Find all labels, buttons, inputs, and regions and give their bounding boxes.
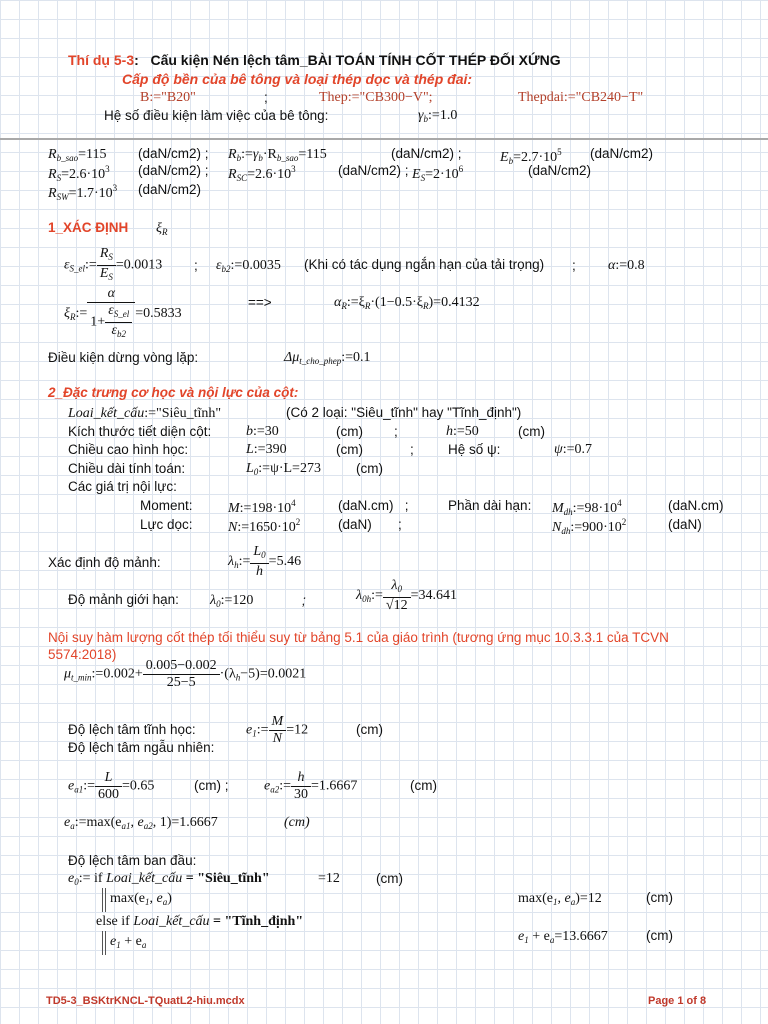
ndh-unit: (daN) [668,517,702,532]
l-unit: (cm) [336,442,363,457]
mdh-expression[interactable]: $M_{dh}:=98\cdot 10^4$ [552,498,622,517]
l0-unit: (cm) [356,461,383,476]
m-unit: (daN.cm) ; [338,498,409,513]
branch-bar-1b [105,888,106,912]
rb-expression[interactable]: $R_b:=\gamma_b\cdot R_{b\_sao}=115$ [228,147,327,163]
rsw-unit: (daN/cm2) [138,182,202,197]
branch-bar-2a [102,931,103,955]
right-sum-expression[interactable]: $e_1 + e_a=13.6667$ [518,929,608,945]
m-expression[interactable]: $M:=198\cdot 10^4$ [228,498,296,516]
eb-unit: (daN/cm2) [590,146,654,161]
branch-bar-2b [105,931,106,955]
structure-type-note: (Có 2 loại: "Siêu_tĩnh" hay "Tĩnh_định") [286,405,522,420]
rsw-expression[interactable]: $R_{SW}=1.7\cdot 10^3$ [48,183,118,202]
steel-grade[interactable]: Thep:="CB300−V"; [319,90,433,105]
section-size-label: Kích thước tiết diện cột: [68,424,212,439]
es-expression[interactable]: $E_S=2\cdot 10^6$ [412,164,464,183]
stop-condition-label: Điều kiện dừng vòng lặp: [48,350,199,365]
rb-sao-unit: (daN/cm2) ; [138,146,209,161]
psi-label: Hệ số ψ: [448,442,501,457]
e0-result: =12 [318,871,340,886]
rsc-expression[interactable]: $R_{SC}=2.6\cdot 10^3$ [228,164,296,183]
example-colon: : [134,52,139,68]
ea1-expression[interactable]: $e_{a1}:=$ $\frac{L}{600}$ =0.65 [68,770,155,802]
lambda-h-expression[interactable]: $\lambda_h:=$ $\frac{L_0}{h}$ =5.46 [228,544,302,579]
xi-r-expression[interactable]: $\xi_R:=$ α 1+ $\frac{\varepsilon_{S\_el}}{\varepsilon_{b2}}$ =0.5833 [64,286,182,342]
long-term-part-label: Phần dài hạn: [448,498,532,513]
gamma-value: :=1.0 [428,108,458,123]
xi-r-symbol: $\xi_R$ [156,221,168,237]
separator-eps: ; [194,258,198,273]
eps-b2-expression[interactable]: $\varepsilon_{b2}:=0.0035$ [216,258,281,274]
example-title: Cấu kiện Nén lệch tâm_BÀI TOÁN TÍNH CỐT THÉP ĐỐI XỨNG [150,52,561,68]
xi-r-fraction: α 1+ $\frac{\varepsilon_{S\_el}}{\varepsilon_{b2}}$ [87,286,135,342]
footer-page-number: Page 1 of 8 [648,995,707,1007]
implies-arrow: ==> [248,295,272,310]
header-separator [0,138,768,140]
alpha-expression[interactable]: α:=0.8 [608,258,645,273]
eps-sel-expression[interactable]: $\varepsilon_{S\_el}:=$ $\frac{R_S}{E_S}$ =0.0013 [64,246,162,285]
separator-alpha: ; [572,258,576,273]
initial-eccentricity-label: Độ lệch tâm ban đầu: [68,853,197,868]
eb-expression[interactable]: $E_b=2.7\cdot 10^5$ [500,147,562,166]
psi-expression[interactable]: ψ:=0.7 [554,442,592,457]
stirrup-grade[interactable]: Thepdai:="CB240−T" [518,90,644,105]
slenderness-label: Xác định độ mảnh: [48,555,161,570]
n-unit: (daN) ; [338,517,402,532]
right-sum-unit: (cm) [646,928,673,943]
alpha-r-expression[interactable]: $\alpha_R:=\xi_R\cdot(1-0.5\cdot\xi_R)=0.4132$ [334,295,480,311]
rb-unit: (daN/cm2) ; [391,146,462,161]
gamma-expression[interactable]: $\gamma_b:=1.0$ [418,108,458,124]
section-2-title: 2_Đặc trưng cơ học và nội lực của cột: [48,385,299,400]
e1-expression[interactable]: $e_1:=$ $\frac{M}{N}$ =12 [246,714,309,746]
h-unit: (cm) [518,424,545,439]
l0-expression[interactable]: $L_0:=\psi\cdot L=273$ [246,461,321,477]
mu-min-expression[interactable]: $\mu_{t\_min}:=0.002+$ $\frac{0.005-0.002}{25-5}$ $\cdot(\lambda_h-5)=0.0021$ [64,658,307,690]
rb-sao-expression[interactable]: $R_{b\_sao}=115$ [48,147,107,163]
gamma-label: Hệ số điều kiện làm việc của bê tông: [104,108,329,123]
random-eccentricity-label: Độ lệch tâm ngẫu nhiên: [68,740,215,755]
example-title-line [68,52,561,68]
separator-psi: ; [410,442,414,457]
branch-bar-1a [102,888,103,912]
axial-force-label: Lực dọc: [140,517,193,532]
rsc-unit: (daN/cm2) ; [338,163,409,178]
b-expression[interactable]: b:=30 [246,424,279,439]
l-expression[interactable]: L:=390 [246,442,287,457]
moment-label: Moment: [140,498,193,513]
limit-slenderness-label: Độ mảnh giới hạn: [68,592,179,607]
ea-unit: (cm) [284,815,310,830]
h-expression[interactable]: h:=50 [446,424,479,439]
concrete-grade[interactable]: B:="B20" [140,90,196,105]
branch-sum-expression: $e_1 + e_a$ [110,934,147,950]
rs-over-es-fraction: $\frac{R_S}{E_S}$ [97,246,116,285]
right-max-expression[interactable]: $\max(e_1$, $e_a)=12$ [518,891,602,907]
separator-bh: ; [394,424,398,439]
ea2-unit: (cm) [410,778,437,793]
right-max-unit: (cm) [646,890,673,905]
separator-lambda: ; [302,593,306,608]
lambda0-expression[interactable]: $\lambda_0:=120$ [210,593,254,609]
b-unit: (cm) [336,424,363,439]
structure-type-expression[interactable]: Loai_kết_cấu:="Siêu_tĩnh" [68,406,222,421]
static-eccentricity-label: Độ lệch tâm tĩnh học: [68,722,196,737]
geometric-height-label: Chiều cao hình học: [68,442,189,457]
stop-condition-expression[interactable]: $\Delta\mu_{t\_cho\_phep}:=0.1$ [284,350,371,366]
n-expression[interactable]: $N:=1650\cdot 10^2$ [228,517,301,535]
else-if-expression: else if Loai_kết_cấu = "Tĩnh_định" [96,914,304,929]
e0-if-expression[interactable]: $e_0:=$ if Loai_kết_cấu = "Siêu_tĩnh" [68,871,270,887]
footer-filename: TD5-3_BSKtrKNCL-TQuatL2-hiu.mcdx [46,995,245,1007]
lambda0h-expression[interactable]: $\lambda_{0h}:=$ $\frac{\lambda_0}{√12}$ =34.641 [356,578,457,613]
es-unit: (daN/cm2) [528,163,592,178]
separator-1: ; [264,90,268,105]
short-term-note: (Khi có tác dụng ngắn hạn của tải trọng) [304,257,545,272]
rs-unit: (daN/cm2) ; [138,163,209,178]
ea1-unit: (cm) ; [194,778,229,793]
rs-expression[interactable]: $R_S=2.6\cdot 10^3$ [48,164,110,183]
e0-unit: (cm) [376,871,403,886]
interpolation-note: Nội suy hàm lượng cốt thép tối thiểu suy từ bảng 5.1 của giáo trình (tương ứng mục 10.3.3.1 của TCVN 5574:2018) [48,630,669,662]
branch-max-expression: $\max(e_1$, $e_a$) [110,891,172,907]
ea2-expression[interactable]: $e_{a2}:=$ $\frac{h}{30}$ =1.6667 [264,770,358,802]
ea-expression[interactable]: $e_a:=\max(e_{a1}$, $e_{a2}$, 1)=1.6667 [64,815,218,831]
section-1-title: 1_XÁC ĐỊNH [48,220,129,235]
calc-length-label: Chiều dài tính toán: [68,461,186,476]
internal-forces-label: Các giá trị nội lực: [68,479,177,494]
mdh-unit: (daN.cm) [668,498,724,513]
example-label: Thí dụ 5-3 [68,52,135,68]
ndh-expression[interactable]: $N_{dh}:=900\cdot 10^2$ [552,517,627,536]
grade-subtitle: Cấp độ bền của bê tông và loại thép dọc và thép đai: [122,71,473,87]
e1-unit: (cm) [356,722,383,737]
